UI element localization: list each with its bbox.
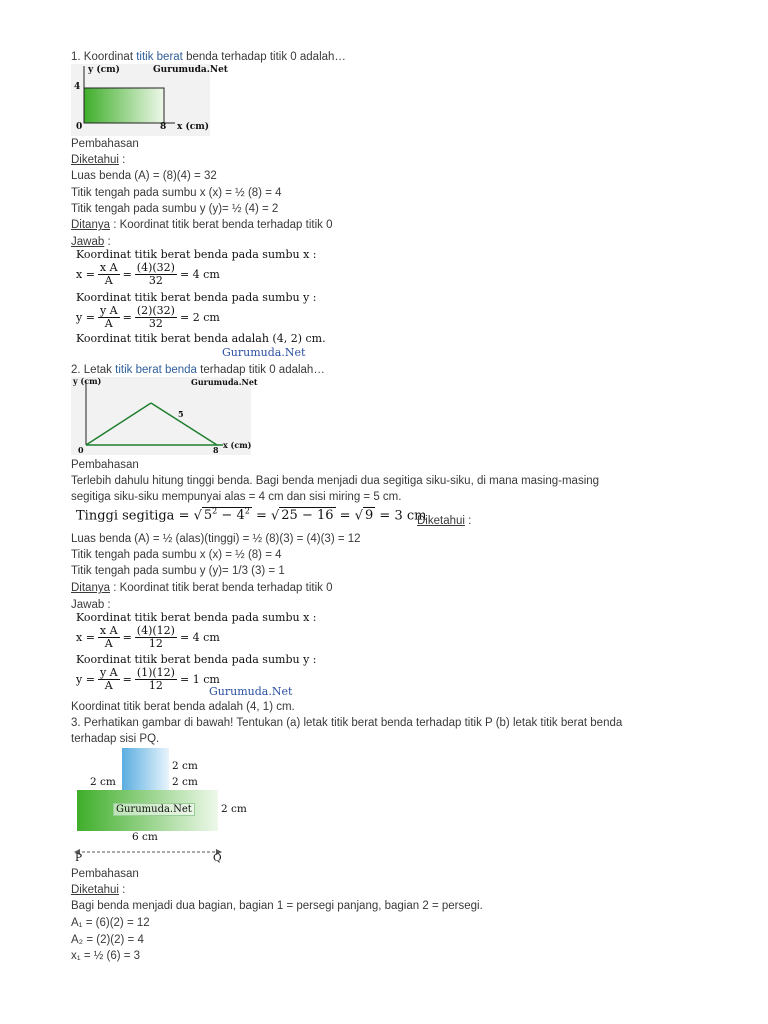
q2-title — [71, 363, 325, 377]
q1-eq-y-den2: 32 — [148, 317, 163, 330]
q2-tinggi-equation: Tinggi segitiga = √ $5^2 - 4^2$ = √ 25 − 16 = √ 9 = 3 cm — [76, 507, 427, 524]
q1-eq-y-frac1 — [98, 305, 120, 330]
q1-eq-y-equals: = — [122, 311, 132, 324]
q2-eq-y-num: y A — [99, 666, 118, 679]
q2-eq-x-frac2 — [135, 625, 177, 650]
q2-side-label: 5 — [178, 409, 184, 419]
q2-r1: 5 — [203, 508, 213, 524]
q1-link-titik-berat[interactable]: titik berat — [136, 51, 183, 63]
q1-eq-x-frac2 — [135, 262, 177, 287]
q2-eq-y-den: A — [104, 679, 113, 692]
q3-x1: x₁ = ½ (6) = 3 — [71, 950, 141, 962]
q2-link-titik-berat-benda[interactable]: titik berat benda — [115, 364, 197, 376]
q1-ditanya-text: : Koordinat titik berat benda terhadap titik 0 — [110, 219, 333, 231]
q2-tinggi-label: Tinggi segitiga = — [76, 508, 190, 524]
q2-root-1 — [202, 507, 252, 523]
q2-eq-x — [76, 625, 220, 650]
q1-diketahui-label: Diketahui — [71, 154, 119, 166]
q2-eq-y — [76, 667, 220, 692]
q2-minus: − — [217, 508, 237, 524]
q3-bagi-benda: Bagi benda menjadi dua bagian, bagian 1 = persegi panjang, bagian 2 = persegi. — [71, 900, 483, 912]
q2-origin: 0 — [78, 445, 84, 455]
q2-right-side — [151, 403, 217, 445]
q2-exp-b: 2 — [244, 507, 250, 516]
q2-tick-8: 8 — [213, 445, 219, 455]
q2-eq-x-num2: (4)(12) — [136, 624, 175, 637]
q2-titik-tengah-x: Titik tengah pada sumbu x (x) = ½ (8) = 4 — [71, 549, 282, 561]
q2-x-axis-label: x (cm) — [223, 440, 252, 450]
q1-conclusion: Koordinat titik berat benda adalah (4, 2) cm. — [76, 332, 326, 345]
q1-eq-x — [76, 262, 220, 287]
q2-figure-brand: Gurumuda.Net — [191, 377, 258, 387]
q1-diketahui-colon: : — [118, 154, 126, 166]
q1-eq-y — [76, 305, 220, 330]
q1-titik-tengah-y: Titik tengah pada sumbu y (y)= ½ (4) = 2 — [71, 203, 279, 215]
q1-diketahui — [71, 153, 125, 167]
q3-label-left: 2 cm — [90, 776, 116, 788]
q2-watermark: Gurumuda.Net — [209, 685, 293, 698]
q2-eq-title-y: Koordinat titik berat benda pada sumbu y : — [76, 653, 317, 666]
q2-diketahui-label: Diketahui — [417, 515, 465, 527]
q1-eq-y-result: = 2 cm — [179, 311, 220, 324]
q2-eq-x-equals: = — [122, 631, 132, 644]
q1-jawab-label: Jawab — [71, 236, 105, 248]
q2-eq-x-result: = 4 cm — [179, 631, 220, 644]
q1-eq-x-den: A — [104, 274, 113, 287]
q2-luas: Luas benda (A) = ½ (alas)(tinggi) = ½ (8)(3) = (4)(3) = 12 — [71, 533, 361, 545]
q2-eq-y-lhs: y = — [76, 673, 95, 686]
q2-root-2: 25 − 16 — [281, 508, 334, 524]
q2-conclusion: Koordinat titik berat benda adalah (4, 1) cm. — [71, 701, 295, 713]
q1-eq-x-lhs: x = — [76, 268, 95, 281]
q3-figure — [71, 746, 261, 868]
q3-question-line-1: 3. Perhatikan gambar di bawah! Tentukan (a) letak titik berat benda terhadap titik P (b) letak titik berat benda — [71, 717, 623, 729]
q1-tick-4: 4 — [74, 82, 81, 92]
q1-title — [71, 50, 346, 64]
q1-number: 1. — [71, 51, 81, 63]
q1-eq-x-den2: 32 — [148, 274, 163, 287]
q1-ditanya — [71, 218, 332, 232]
q2-ditanya-text: : Koordinat titik berat benda terhadap titik 0 — [110, 582, 333, 594]
q3-square-part — [122, 748, 169, 790]
q2-y-axis-label: y (cm) — [73, 376, 102, 386]
q1-titik-tengah-x: Titik tengah pada sumbu x (x) = ½ (8) = 4 — [71, 187, 282, 199]
q2-diketahui-colon: : — [464, 515, 472, 527]
q2-eq-x-num: x A — [99, 624, 118, 637]
q1-figure — [71, 64, 228, 136]
q2-left-side — [86, 403, 151, 445]
q2-eq-y-num2: (1)(12) — [136, 666, 175, 679]
q3-diketahui — [71, 883, 125, 897]
q3-label-base-height: 2 cm — [221, 803, 247, 815]
q2-tinggi-result: = 3 cm — [375, 508, 427, 524]
q2-pembahasan: Pembahasan — [71, 459, 139, 471]
q1-eq-title-y: Koordinat titik berat benda pada sumbu y : — [76, 291, 317, 304]
q2-r2: 4 — [236, 508, 245, 524]
q2-eq-title-x: Koordinat titik berat benda pada sumbu x : — [76, 611, 317, 624]
q2-titik-tengah-y: Titik tengah pada sumbu y (y)= 1/3 (3) = 1 — [71, 565, 285, 577]
q1-eq-y-lhs: y = — [76, 311, 95, 324]
q1-eq-x-num: x A — [99, 261, 118, 274]
q3-point-q: Q — [213, 852, 222, 864]
q1-luas: Luas benda (A) = (8)(4) = 32 — [71, 170, 217, 182]
q2-ditanya — [71, 581, 332, 595]
q1-eq-x-result: = 4 cm — [179, 268, 220, 281]
q1-figure-brand: Gurumuda.Net — [153, 65, 228, 75]
q2-eq-y-frac1 — [98, 667, 120, 692]
q2-title-post: terhadap titik 0 adalah… — [196, 364, 325, 376]
q3-figure-brand: Gurumuda.Net — [113, 803, 195, 816]
q1-eq-y-frac2 — [135, 305, 177, 330]
q1-jawab-colon: : — [104, 236, 111, 248]
q2-exp-a: 2 — [212, 507, 218, 516]
q1-eq-y-den: A — [104, 317, 113, 330]
q2-eq-y-frac2 — [135, 667, 177, 692]
q1-eq-x-equals: = — [122, 268, 132, 281]
q1-title-pre: Koordinat — [80, 51, 137, 63]
q3-point-p: P — [75, 852, 83, 864]
q1-title-post: benda terhadap titik 0 adalah… — [182, 51, 346, 63]
q1-x-axis-label: x (cm) — [177, 122, 210, 132]
q1-eq-y-num2: (2)(32) — [136, 304, 175, 317]
q1-origin: 0 — [76, 122, 83, 132]
q2-diketahui — [417, 515, 471, 527]
q1-tick-8: 8 — [160, 122, 167, 132]
q2-root-3: 9 — [365, 508, 374, 524]
q2-eq-y-result: = 1 cm — [179, 673, 220, 686]
q2-eq-y-equals: = — [122, 673, 132, 686]
q2-eq3: = — [335, 508, 355, 524]
q1-eq-title-x: Koordinat titik berat benda pada sumbu x : — [76, 248, 317, 261]
q3-area-1: A₁ = (6)(2) = 12 — [71, 917, 150, 929]
q1-ditanya-label: Ditanya — [71, 219, 110, 231]
q2-number: 2. — [71, 364, 81, 376]
q2-eq-y-den2: 12 — [148, 679, 163, 692]
q2-ditanya-label: Ditanya — [71, 582, 110, 594]
q1-eq-y-num: y A — [99, 304, 118, 317]
q1-watermark: Gurumuda.Net — [222, 346, 306, 359]
q2-jawab: Jawab : — [71, 599, 111, 611]
q3-label-top-width: 2 cm — [172, 776, 198, 788]
q1-eq-x-num2: (4)(32) — [136, 261, 175, 274]
q3-question-line-2: terhadap sisi PQ. — [71, 733, 160, 745]
q2-eq-x-den2: 12 — [148, 637, 163, 650]
q2-paragraph-1: Terlebih dahulu hitung tinggi benda. Bagi benda menjadi dua segitiga siku-siku, di mana masing-masing — [71, 475, 600, 487]
q3-area-2: A₂ = (2)(2) = 4 — [71, 934, 144, 946]
q3-label-top-height: 2 cm — [172, 760, 198, 772]
q2-figure — [71, 376, 258, 455]
q2-eq2: = — [251, 508, 271, 524]
q3-label-bottom: 6 cm — [132, 831, 158, 843]
q3-pembahasan: Pembahasan — [71, 868, 139, 880]
q1-pembahasan: Pembahasan — [71, 138, 139, 150]
q1-jawab — [71, 235, 111, 249]
q2-eq-x-den: A — [104, 637, 113, 650]
q2-eq-x-frac1 — [98, 625, 120, 650]
q1-rectangle — [84, 88, 164, 123]
q2-title-pre: Letak — [80, 364, 116, 376]
q1-eq-x-frac1 — [98, 262, 120, 287]
q3-diketahui-colon: : — [118, 884, 126, 896]
q1-y-axis-label: y (cm) — [88, 65, 120, 75]
q2-paragraph-2: segitiga siku-siku mempunyai alas = 4 cm dan sisi miring = 5 cm. — [71, 491, 402, 503]
q2-eq-x-lhs: x = — [76, 631, 95, 644]
q3-diketahui-label: Diketahui — [71, 884, 119, 896]
